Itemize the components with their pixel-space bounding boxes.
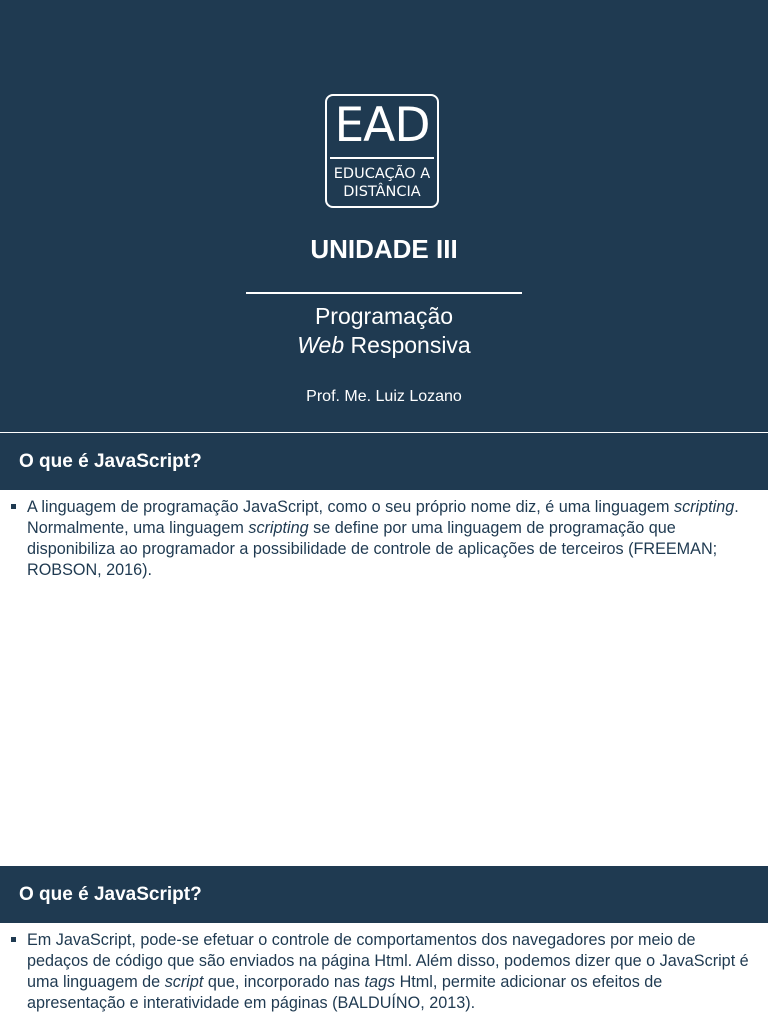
course-title-italic: Web <box>297 332 345 358</box>
logo-divider <box>330 157 434 159</box>
bullet-marker <box>11 504 16 509</box>
logo-sub-line-2: DISTÂNCIA <box>343 184 421 200</box>
course-title-line-1: Programação <box>314 303 454 329</box>
ead-logo <box>325 94 439 208</box>
slide-1-bullet <box>27 497 757 581</box>
bullet-text: Em JavaScript, pode-se efetuar o controle de comportamentos dos navegadores por meio de pedaços de código que são enviados na página Html. Além disso, podemos dizer que o JavaScript é uma linguagem de <box>27 931 749 991</box>
bullet-italic: tags <box>364 973 396 991</box>
slide-2-title: O que é JavaScript? <box>19 884 202 905</box>
slide-1-title: O que é JavaScript? <box>19 451 202 472</box>
unit-title: UNIDADE III <box>310 234 458 264</box>
logo-sub-line-1: EDUCAÇÃO A <box>333 166 431 182</box>
bullet-italic: script <box>164 973 204 991</box>
slide-1-header <box>0 433 768 490</box>
bullet-text: . Normalmente, uma linguagem <box>27 498 739 537</box>
logo-main-text: EAD <box>334 98 430 153</box>
bullet-text: A linguagem de programação JavaScript, como o seu próprio nome diz, é uma linguagem <box>27 498 674 516</box>
slide-2-header <box>0 866 768 923</box>
bullet-text: se define por uma linguagem de programação que disponibiliza ao programador a possibilidade de controle de aplicações de terceiros (FREEMAN; ROBSON, 2016). <box>27 519 718 579</box>
bullet-marker <box>11 937 16 942</box>
bullet-italic: scripting <box>673 498 735 516</box>
course-title-rest: Responsiva <box>344 332 471 358</box>
bullet-italic: scripting <box>248 519 309 537</box>
bullet-text: Html, permite adicionar os efeitos de apresentação e interatividade em páginas (BALDUÍNO, 2013). <box>27 973 663 1012</box>
title-divider <box>246 292 522 294</box>
cover-slide <box>0 0 768 432</box>
author-name: Prof. Me. Luiz Lozano <box>306 388 462 405</box>
course-title-line-2 <box>0 331 768 360</box>
slide-2-bullet <box>27 930 757 1014</box>
bullet-text: que, incorporado nas <box>203 973 365 991</box>
